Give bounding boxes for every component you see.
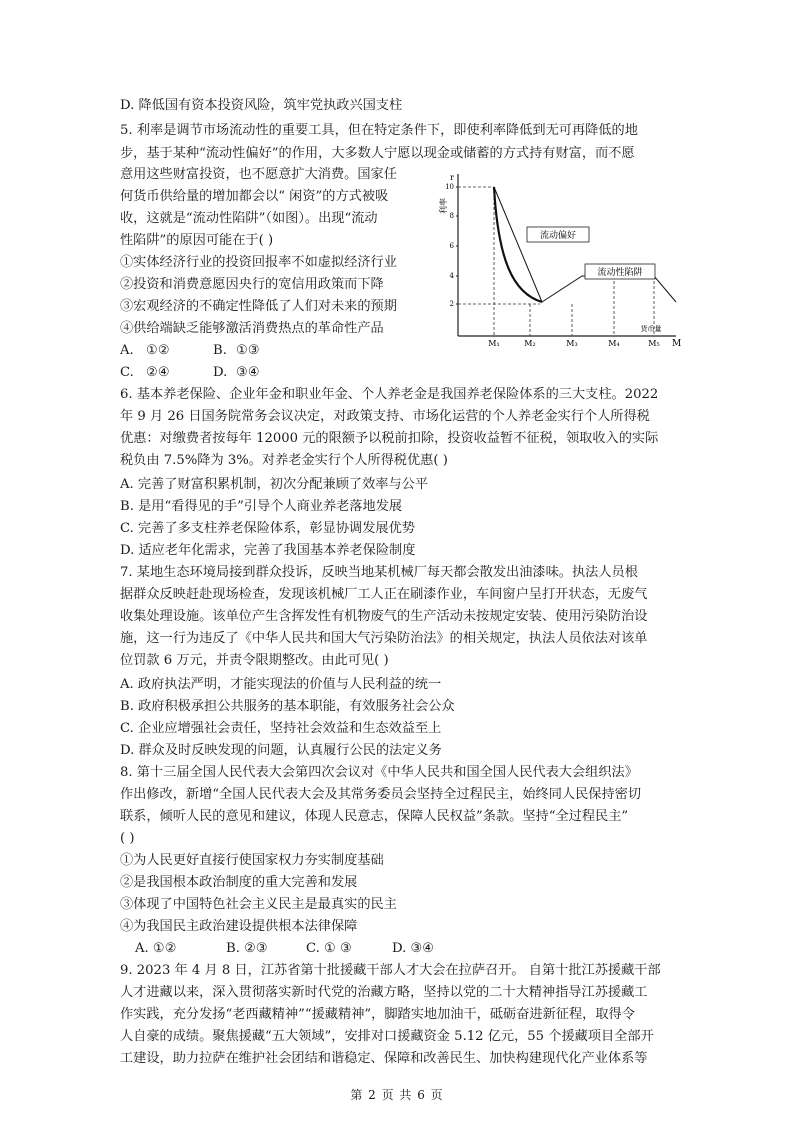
label-preference: 流动偏好: [539, 231, 577, 241]
q6-option-a: A. 完善了财富积累机制，初次分配兼顾了效率与公平: [120, 477, 429, 492]
q5-item-4: ④供给端缺乏能够激活消费热点的革命性产品: [120, 321, 384, 336]
q9-stem-line-5: 工建设，助力拉萨在维护社会团结和谐稳定、保障和改善民生、加快构建现代化产业体系等: [120, 1051, 648, 1066]
q5-item-3: ③宏观经济的不确定性降低了人们对未来的预期: [120, 299, 397, 314]
q5-item-1: ①实体经济行业的投资回报率不如虚拟经济行业: [120, 255, 397, 270]
q6-stem-line-4: 税负由 7.5%降为 3%。对养老金实行个人所得税优惠( ): [120, 453, 448, 468]
q5-option-b-label: B.: [213, 343, 227, 358]
x-axis-title: 货币量: [640, 325, 662, 333]
q8-item-3: ③体现了中国特色社会主义民主是最真实的民主: [120, 897, 397, 912]
q8-stem-line-3: 联系，倾听人民的意见和建议，体现人民意志，保障人民权益”条款。坚持“全过程民主”: [120, 809, 629, 824]
q6-option-b: B. 是用“看得见的手”引导个人商业养老落地发展: [120, 499, 403, 514]
q9-stem-line-2: 人才进藏以来，深入贯彻落实新时代党的治藏方略，坚持以党的二十大精神指导江苏援藏工: [120, 985, 648, 1000]
q8-option-a: A. ①②: [135, 941, 177, 956]
q8-stem-line-1: 8. 第十三届全国人民代表大会第四次会议对《中华人民共和国全国人民代表大会组织法》: [120, 765, 638, 780]
y-axis-letter: r: [450, 173, 454, 182]
q5-stem-line-2: 步，基于某种“流动性偏好”的作用，大多数人宁愿以现金或储蓄的方式持有财富，而不愿: [120, 146, 635, 161]
x-tick-m2: M₂: [524, 339, 536, 348]
q7-stem-line-1: 7. 某地生态环境局接到群众投诉，反映当地某机械厂每天都会散发出油漆味。执法人员根: [120, 565, 638, 580]
q9-stem-line-4: 人自豪的成绩。聚焦援藏“五大领域”，安排对口援藏资金 5.12 亿元，55 个援藏项目全部开: [120, 1029, 654, 1044]
q6-option-d: D. 适应老年化需求，完善了我国基本养老保险制度: [120, 543, 416, 558]
q5-item-2: ②投资和消费意愿因央行的宽信用政策而下降: [120, 277, 384, 292]
x-tick-m1: M₁: [488, 339, 500, 348]
q4-option-d: D. 降低国有资本投资风险，筑牢党执政兴国支柱: [120, 98, 403, 113]
x-tick-m5: M₅: [648, 339, 660, 348]
q7-stem-line-5: 位罚款 6 万元，并责令限期整改。由此可见( ): [120, 653, 389, 668]
q5-stem-line-6: 性陷阱”的原因可能在于( ): [120, 233, 274, 248]
x-tick-m3: M₃: [566, 339, 578, 348]
q5-stem-line-5: 收，这就是“流动性陷阱”（如图）。出现“流动: [120, 211, 378, 226]
q7-option-d: D. 群众及时反映发现的问题，认真履行公民的法定义务: [120, 743, 442, 758]
q9-stem-line-3: 作实践，充分发扬“老西藏精神”“援藏精神”，脚踏实地加油干，砥砺奋进新征程，取得令: [120, 1007, 635, 1022]
q5-option-a-value: ①②: [146, 343, 170, 358]
q5-option-b-value: ①③: [236, 343, 260, 358]
q8-option-d: D. ③④: [392, 941, 435, 956]
q9-stem-line-1: 9. 2023 年 4 月 8 日，江苏省第十批援藏干部人才大会在拉萨召开。 自第十批江苏援藏干部: [120, 963, 661, 978]
q7-option-b: B. 政府积极承担公共服务的基本职能，有效服务社会公众: [120, 699, 455, 714]
q5-stem-line-1: 5. 利率是调节市场流动性的重要工具，但在特定条件下，即使利率降低到无可再降低的地: [120, 123, 638, 138]
liquidity-trap-figure: [432, 168, 682, 353]
q8-option-b: B. ②③: [226, 941, 268, 956]
q7-stem-line-2: 据群众反映赶赴现场检查，发现该机械厂工人正在刷漆作业，车间窗户呈打开状态，无废气: [120, 587, 648, 602]
y-tick-10: 10: [445, 183, 454, 191]
y-tick-6: 6: [449, 242, 454, 250]
y-tick-2: 2: [449, 300, 454, 308]
q8-item-1: ①为人民更好直接行使国家权力夯实制度基础: [120, 853, 384, 868]
q6-stem-line-2: 年 9 月 26 日国务院常务会议决定，对政策支持、市场化运营的个人养老金实行个人所得税: [120, 409, 650, 424]
q8-item-4: ④为我国民主政治建设提供根本法律保障: [120, 919, 358, 934]
page-footer: 第 2 页 共 6 页: [350, 1088, 444, 1102]
q6-option-c: C. 完善了多支柱养老保险体系，彰显协调发展优势: [120, 521, 415, 536]
q8-stem-line-4: ( ): [120, 831, 135, 846]
q7-stem-line-4: 施，这一行为违反了《中华人民共和国大气污染防治法》的相关规定，执法人员依法对该单: [120, 631, 648, 646]
q5-option-d-label: D.: [213, 365, 228, 380]
x-axis-end: M: [672, 339, 682, 349]
q7-option-c: C. 企业应增强社会责任，坚持社会效益和生态效益至上: [120, 721, 442, 736]
label-trap: 流动性陷阱: [597, 268, 643, 278]
q7-option-a: A. 政府执法严明，才能实现法的价值与人民利益的统一: [120, 677, 442, 692]
y-tick-4: 4: [449, 272, 454, 280]
x-tick-m4: M₄: [608, 339, 620, 348]
q5-stem-line-4: 何货币供给量的增加都会以“ 闲资”的方式被吸: [120, 189, 389, 204]
y-tick-8: 8: [449, 212, 454, 220]
q5-option-c-label: C.: [120, 365, 134, 380]
q8-stem-line-2: 作出修改，新增“全国人民代表大会及其常务委员会坚持全过程民主，始终同人民保持密切: [120, 787, 642, 802]
q5-stem-line-3: 意用这些财富投资，也不愿意扩大消费。国家任: [120, 167, 397, 182]
liquidity-trap-line: [542, 276, 676, 302]
q6-stem-line-3: 优惠：对缴费者按每年 12000 元的限额予以税前扣除，投资收益暂不征税，领取收入的实际: [120, 431, 659, 446]
q6-stem-line-1: 6. 基本养老保险、企业年金和职业年金、个人养老金是我国养老保险体系的三大支柱。2022: [120, 387, 659, 402]
y-axis-title: 利率: [439, 198, 448, 214]
q8-option-c: C. ① ③: [306, 941, 352, 956]
q7-stem-line-3: 收集处理设施。该单位产生含挥发性有机物废气的生产活动未按规定安装、使用污染防治设: [120, 609, 648, 624]
q5-option-a-label: A.: [120, 343, 134, 358]
q5-option-c-value: ②④: [146, 365, 170, 380]
q5-option-d-value: ③④: [236, 365, 260, 380]
q8-item-2: ②是我国根本政治制度的重大完善和发展: [120, 875, 358, 890]
